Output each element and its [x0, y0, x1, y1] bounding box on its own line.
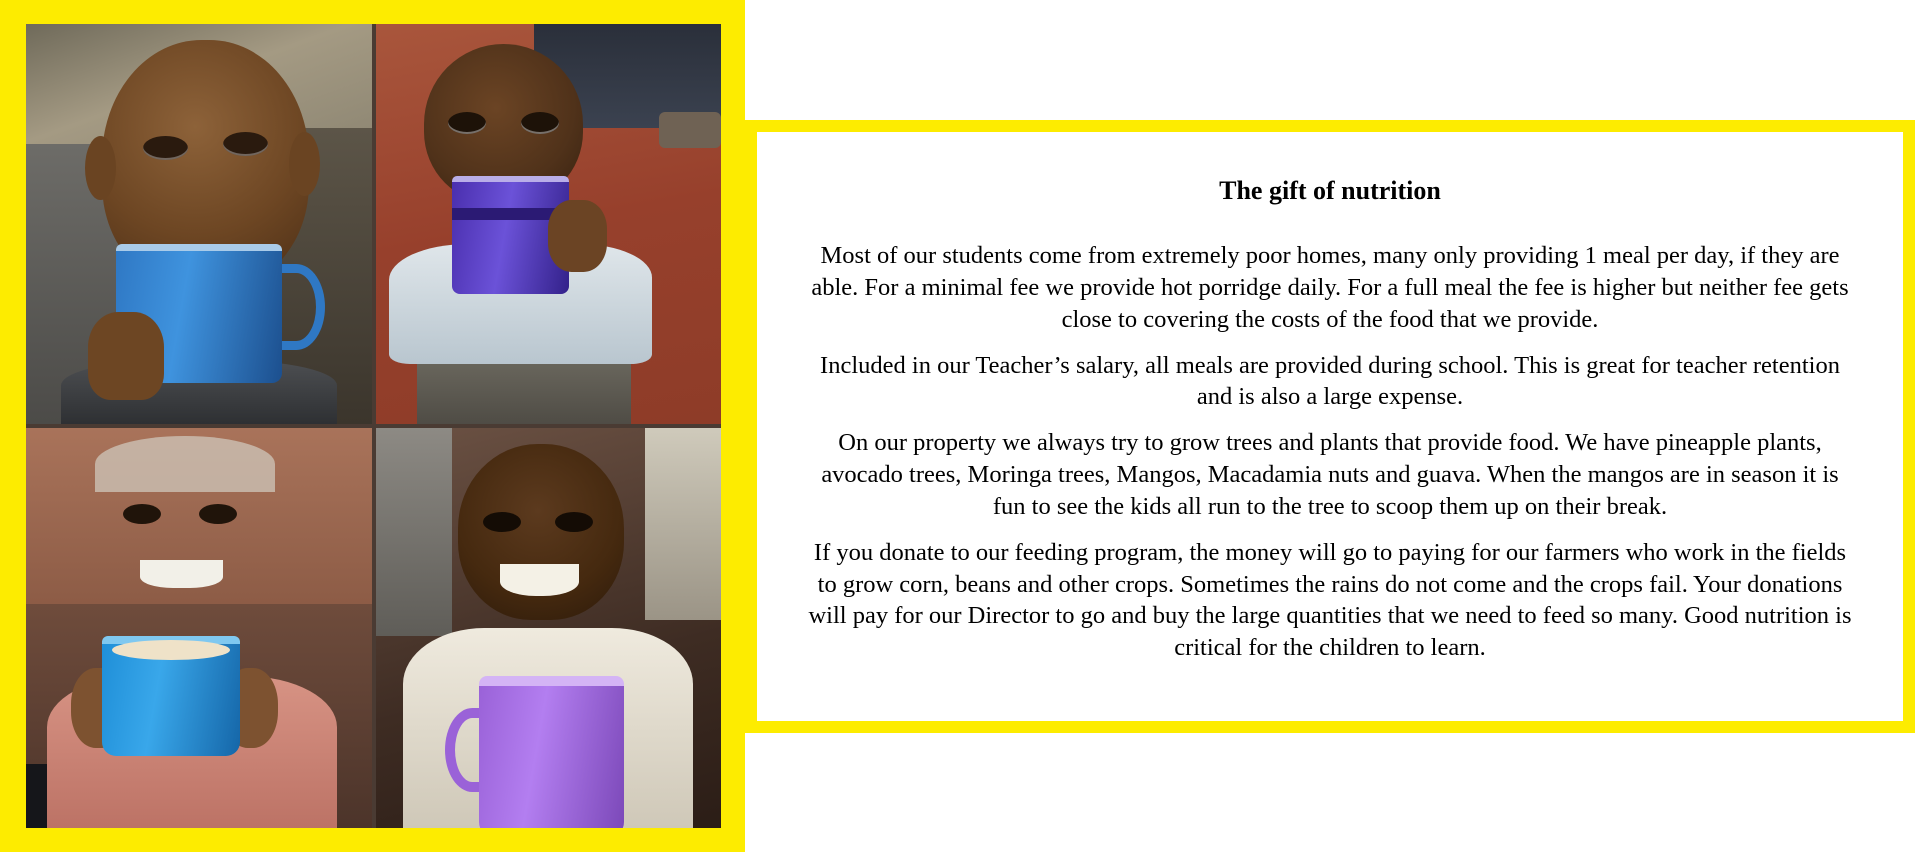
photo-child-eye-left: [448, 112, 486, 134]
article-title: The gift of nutrition: [1219, 176, 1441, 205]
photo-child-eye-left: [123, 504, 161, 524]
article-paragraph: Most of our students come from extremely poor homes, many only providing 1 meal per day, if they are able. For a minimal fee we provide hot porridge daily. For a full meal the fee is higher but neither fee gets close to covering the costs of the food that we provide.: [811, 242, 1849, 333]
article-paragraph: Included in our Teacher’s salary, all meals are provided during school. This is great for teacher retention and is also a large expense.: [820, 351, 1840, 411]
photo-shoe: [659, 112, 721, 148]
photo-child-eye-left: [483, 512, 521, 532]
collage-photo-smiling-boy-blue-cup: [26, 428, 372, 828]
photo-background-left: [376, 428, 452, 636]
photo-child-hand: [88, 312, 164, 400]
collage-photo-boy-blue-metal-mug: [26, 24, 372, 424]
photo-collage-panel: [0, 0, 745, 852]
photo-child-eye-right: [521, 112, 559, 134]
photo-child-eye-right: [223, 132, 268, 156]
photo-child-hand: [548, 200, 607, 272]
photo-child-smile: [140, 560, 223, 588]
article-paragraph: On our property we always try to grow trees and plants that provide food. We have pineapple plants, avocado trees, Moringa trees, Mangos, Macadamia nuts and guava. When the mangos are in season it is fun to see the kids all run to the tree to scoop them up on their break.: [821, 429, 1839, 520]
photo-child-eye-right: [199, 504, 237, 524]
photo-child-hair: [95, 436, 275, 492]
photo-cup-milk: [112, 640, 229, 660]
collage-photo-boy-purple-cup: [376, 428, 722, 828]
photo-purple-cup: [479, 676, 624, 828]
article-panel: [745, 120, 1915, 733]
photo-background-right: [645, 428, 721, 620]
photo-child-smile: [500, 564, 579, 596]
collage-photo-child-purple-mug: [376, 24, 722, 424]
article-paragraph: If you donate to our feeding program, the money will go to paying for our farmers who work in the fields to grow corn, beans and other crops. Sometimes the rains do not come and the crops fail. Your donations will pay for our Director to go and buy the large quantities that we need to feed so many. Good nutrition is critical for the children to learn.: [808, 538, 1852, 662]
photo-collage-grid: [26, 24, 721, 828]
photo-child-ear-left: [85, 136, 116, 200]
photo-child-eye-right: [555, 512, 593, 532]
photo-child-ear-right: [289, 132, 320, 196]
